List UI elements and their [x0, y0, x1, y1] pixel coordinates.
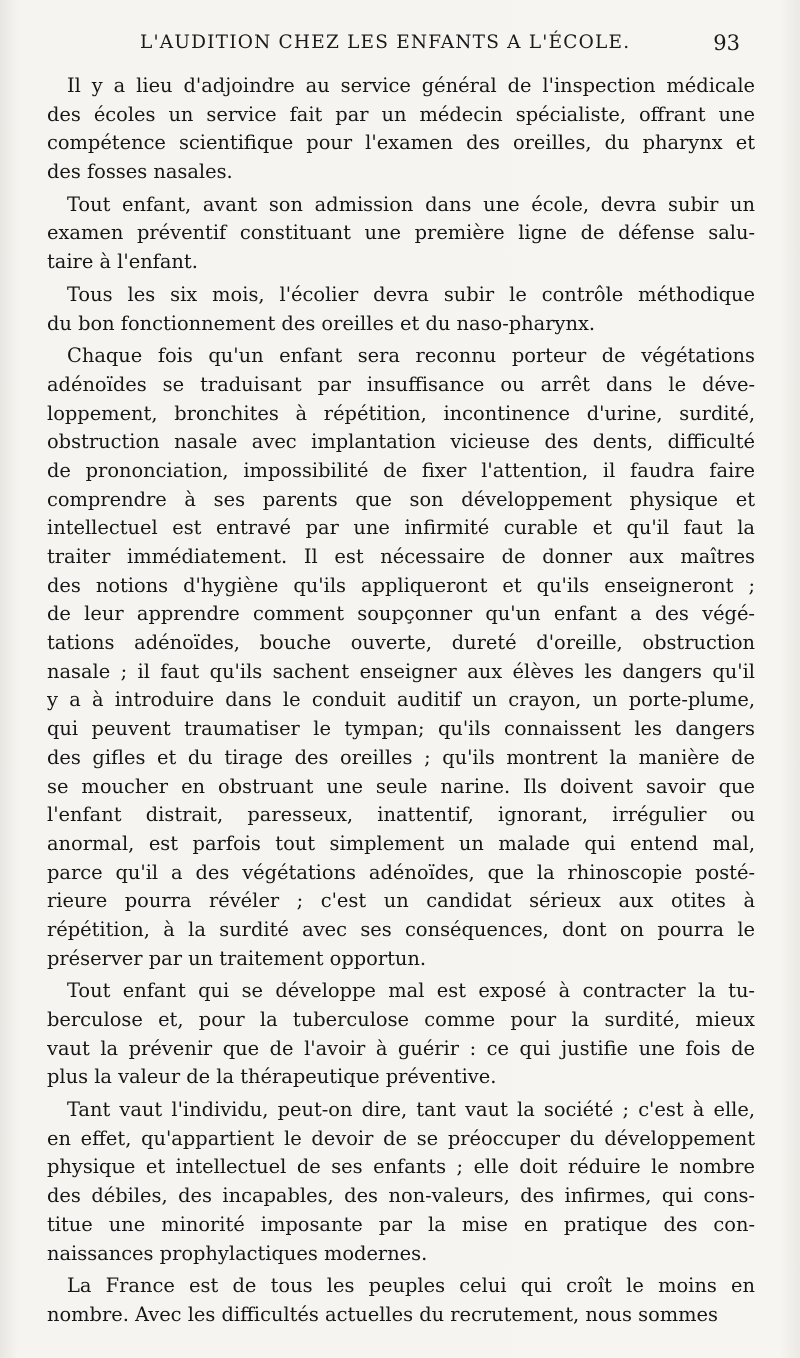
running-header: [140, 32, 740, 68]
text-line: vaut la prévenir que de l'avoir à guérir : ce qui justifie une fois de: [47, 1036, 755, 1060]
page-number: 93: [713, 31, 740, 55]
text-line: obstruction nasale avec implantation vicieuse des dents, difficulté: [47, 430, 755, 454]
text-line: parce qu'il a des végétations adénoïdes, que la rhinoscopie posté-: [47, 860, 755, 884]
paragraph: [47, 1096, 755, 1268]
body-text: [47, 72, 755, 1334]
text-line: taire à l'enfant.: [47, 250, 198, 274]
text-line: des débiles, des incapables, des non-valeurs, des infirmes, qui cons-: [47, 1184, 755, 1208]
text-line: des écoles un service fait par un médecin spécialiste, offrant une: [47, 102, 755, 126]
text-line: en effet, qu'appartient le devoir de se préoccuper du développement: [47, 1126, 755, 1150]
text-line: nombre. Avec les difficultés actuelles du recrutement, nous sommes: [47, 1302, 718, 1326]
text-line: préserver par un traitement opportun.: [47, 946, 427, 970]
text-line: adénoïdes se traduisant par insuffisance ou arrêt dans le déve-: [47, 372, 755, 396]
text-line: de leur apprendre comment soupçonner qu'un enfant a des végé-: [47, 602, 755, 626]
text-line: plus la valeur de la thérapeutique préventive.: [47, 1065, 497, 1089]
text-line: traiter immédiatement. Il est nécessaire de donner aux maîtres: [47, 545, 755, 568]
text-line: compétence scientifique pour l'examen des oreilles, du pharynx et: [47, 131, 755, 155]
text-line: naissances prophylactiques modernes.: [47, 1241, 428, 1265]
text-line: qui peuvent traumatiser le tympan; qu'ils connaissent les dangers: [47, 717, 755, 741]
text-line: y a à introduire dans le conduit auditif un crayon, un porte-plume,: [47, 688, 755, 712]
paragraph: [47, 72, 755, 187]
running-title: L'AUDITION CHEZ LES ENFANTS A L'ÉCOLE.: [140, 32, 631, 53]
text-line: l'enfant distrait, paresseux, inattentif, ignorant, irrégulier ou: [47, 803, 755, 827]
text-line: de prononciation, impossibilité de fixer l'attention, il faudra faire: [47, 458, 755, 482]
text-line: intellectuel est entravé par une infirmité curable et qu'il faut la: [47, 516, 755, 540]
text-line: se moucher en obstruant une seule narine. Ils doivent savoir que: [47, 774, 755, 798]
text-line: répétition, à la surdité avec ses conséquences, dont on pourra le: [47, 917, 755, 941]
text-line: physique et intellectuel de ses enfants ; elle doit réduire le nombre: [47, 1155, 755, 1179]
text-line: Il y a lieu d'adjoindre au service général de l'inspection médicale: [67, 74, 755, 97]
text-line: tations adénoïdes, bouche ouverte, dureté d'oreille, obstruction: [47, 631, 755, 655]
text-line: rieure pourra révéler ; c'est un candidat sérieux aux otites à: [47, 889, 755, 913]
text-line: des notions d'hygiène qu'ils appliqueront et qu'ils enseigneront ;: [47, 573, 755, 597]
paragraph: [47, 281, 755, 338]
text-line: loppement, bronchites à répétition, incontinence d'urine, surdité,: [47, 401, 755, 425]
text-line: Tant vaut l'individu, peut-on dire, tant vaut la société ; c'est à elle,: [67, 1098, 755, 1122]
text-line: des gifles et du tirage des oreilles ; qu'ils montrent la manière de: [47, 745, 755, 769]
text-line: du bon fonctionnement des oreilles et du naso-pharynx.: [47, 311, 596, 335]
text-line: des fosses nasales.: [47, 160, 233, 184]
text-line: Tout enfant qui se développe mal est exposé à contracter la tu-: [67, 979, 755, 1003]
text-line: Tous les six mois, l'écolier devra subir le contrôle méthodique: [67, 282, 755, 306]
text-line: anormal, est parfois tout simplement un malade qui entend mal,: [47, 831, 755, 855]
paragraph: [47, 1272, 755, 1329]
text-line: examen préventif constituant une première ligne de défense salu-: [47, 221, 755, 245]
text-line: Chaque fois qu'un enfant sera reconnu porteur de végétations: [67, 344, 755, 368]
text-line: Tout enfant, avant son admission dans une école, devra subir un: [67, 192, 755, 216]
text-line: berculose et, pour la tuberculose comme pour la surdité, mieux: [47, 1008, 755, 1031]
paragraph: [47, 342, 755, 973]
paragraph: [47, 191, 755, 277]
text-line: nasale ; il faut qu'ils sachent enseigner aux élèves les dangers qu'il: [47, 659, 755, 683]
text-line: comprendre à ses parents que son développement physique et: [47, 487, 755, 511]
text-line: La France est de tous les peuples celui qui croît le moins en: [67, 1274, 755, 1298]
text-line: titue une minorité imposante par la mise en pratique des con-: [47, 1212, 755, 1236]
paragraph: [47, 977, 755, 1092]
